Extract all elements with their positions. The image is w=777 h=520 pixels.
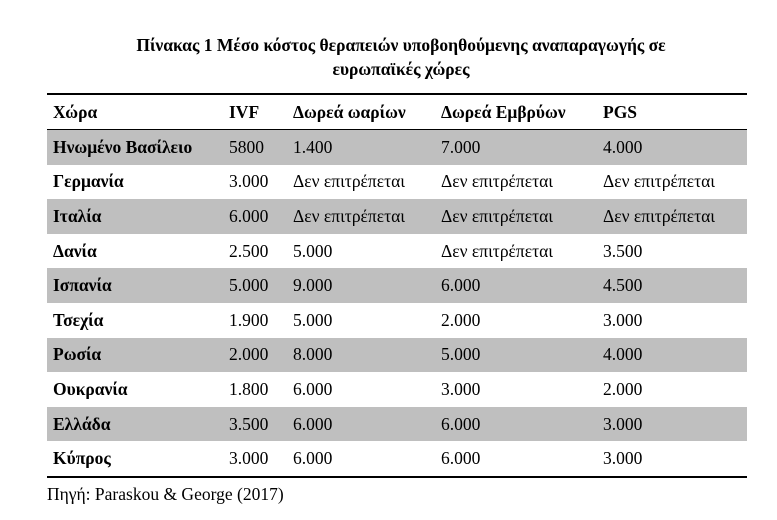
table-row: [47, 372, 747, 407]
pgs-cell: 4.500: [597, 268, 747, 303]
table-row: [47, 165, 747, 200]
pgs-cell: 3.500: [603, 240, 643, 261]
ivf-cell: 6.000: [223, 199, 287, 234]
ivf-cell: 3.500: [223, 407, 287, 442]
ivf-cell: 1.800: [229, 378, 269, 399]
embryo-donation-cell: Δεν επιτρέπεται: [441, 240, 553, 261]
header-country: Χώρα: [47, 94, 223, 130]
header-egg-donation: Δωρεά ωαρίων: [287, 94, 435, 130]
embryo-donation-cell: 3.000: [441, 378, 481, 399]
pgs-cell: Δεν επιτρέπεται: [597, 199, 747, 234]
pgs-cell: 3.000: [603, 309, 643, 330]
ivf-cell: 5800: [223, 130, 287, 165]
header-embryo-donation: Δωρεά Εμβρύων: [435, 94, 597, 130]
country-cell: Ελλάδα: [47, 407, 223, 442]
embryo-donation-cell: 7.000: [435, 130, 597, 165]
country-cell: Ιταλία: [47, 199, 223, 234]
egg-donation-cell: 6.000: [293, 448, 333, 469]
source-note: Πηγή: Paraskou & George (2017): [47, 484, 284, 504]
country-cell: Τσεχία: [53, 309, 104, 330]
egg-donation-cell: Δεν επιτρέπεται: [293, 171, 405, 192]
country-cell: Ισπανία: [47, 268, 223, 303]
country-cell: Ουκρανία: [53, 378, 128, 399]
pgs-cell: 4.000: [597, 338, 747, 373]
egg-donation-cell: 6.000: [293, 378, 333, 399]
embryo-donation-cell: Δεν επιτρέπεται: [435, 199, 597, 234]
table-row: [47, 268, 747, 303]
country-cell: Ηνωμένο Βασίλειο: [47, 130, 223, 165]
ivf-cell: 2.000: [223, 338, 287, 373]
table-row: [47, 407, 747, 442]
embryo-donation-cell: 2.000: [441, 309, 481, 330]
country-cell: Κύπρος: [53, 448, 111, 469]
pgs-cell: 3.000: [603, 448, 643, 469]
country-cell: Ρωσία: [47, 338, 223, 373]
egg-donation-cell: 6.000: [287, 407, 435, 442]
table-row: [47, 441, 747, 477]
pgs-cell: 2.000: [603, 378, 643, 399]
country-cell: Γερμανία: [53, 171, 124, 192]
caption-line-2: ευρωπαϊκές χώρες: [332, 59, 470, 79]
cost-table: [47, 93, 747, 478]
pgs-cell: 3.000: [597, 407, 747, 442]
egg-donation-cell: 1.400: [287, 130, 435, 165]
egg-donation-cell: 8.000: [287, 338, 435, 373]
egg-donation-cell: Δεν επιτρέπεται: [287, 199, 435, 234]
ivf-cell: 5.000: [223, 268, 287, 303]
header-pgs: PGS: [597, 94, 747, 130]
embryo-donation-cell: Δεν επιτρέπεται: [441, 171, 553, 192]
header-ivf: IVF: [223, 94, 287, 130]
embryo-donation-cell: 5.000: [435, 338, 597, 373]
pgs-cell: Δεν επιτρέπεται: [603, 171, 715, 192]
country-cell: Δανία: [53, 240, 97, 261]
table-header-row: [47, 94, 747, 130]
ivf-cell: 1.900: [229, 309, 269, 330]
table-row: [47, 338, 747, 373]
egg-donation-cell: 5.000: [293, 240, 333, 261]
table-row: [47, 234, 747, 269]
embryo-donation-cell: 6.000: [441, 448, 481, 469]
table-row: [47, 130, 747, 165]
ivf-cell: 3.000: [229, 171, 269, 192]
table-row: [47, 199, 747, 234]
egg-donation-cell: 9.000: [287, 268, 435, 303]
table-row: [47, 303, 747, 338]
caption-line-1: Πίνακας 1 Μέσο κόστος θεραπειών υποβοηθούμενης αναπαραγωγής σε: [136, 35, 666, 55]
egg-donation-cell: 5.000: [293, 309, 333, 330]
table-caption: [40, 33, 762, 81]
pgs-cell: 4.000: [597, 130, 747, 165]
embryo-donation-cell: 6.000: [435, 268, 597, 303]
ivf-cell: 2.500: [229, 240, 269, 261]
ivf-cell: 3.000: [229, 448, 269, 469]
embryo-donation-cell: 6.000: [435, 407, 597, 442]
